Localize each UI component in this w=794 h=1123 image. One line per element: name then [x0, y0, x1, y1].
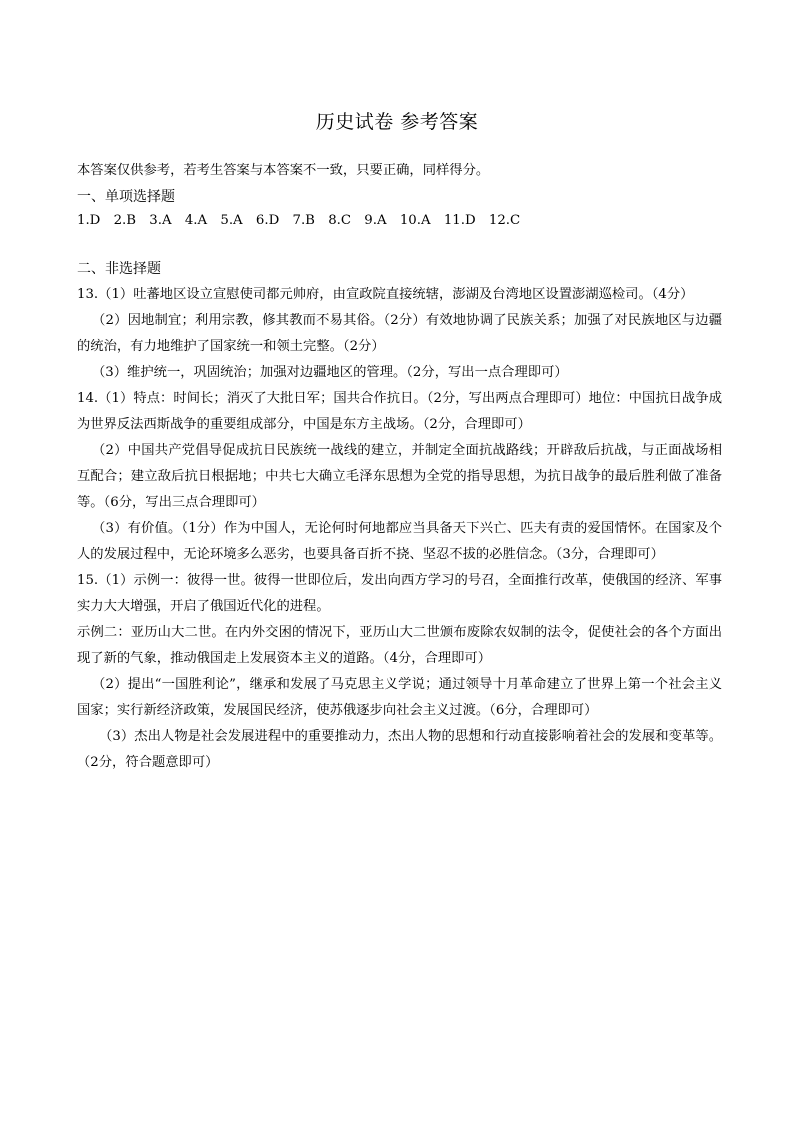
q15-part1-example2: 示例二：亚历山大二世。在内外交困的情况下，亚历山大二世颁布废除农奴制的法令，促使社会的各个方面出现了新的气象，推动俄国走上发展资本主义的道路。（4分，合理即可）: [77, 625, 722, 666]
answer-item: 7.B: [292, 213, 315, 228]
q14-part3: （3）有价值。（1分）作为中国人，无论何时何地都应当具备天下兴亡、匹夫有责的爱国情怀。在国家及个人的发展过程中，无论环境多么恶劣，也要具备百折不挠、坚忍不拔的必胜信念。（3分，合理即可）: [77, 521, 722, 562]
q13-part1: 13.（1）吐蕃地区设立宣慰使司都元帅府，由宣政院直接统辖，澎湖及台湾地区设置澎湖巡检司。（4分）: [77, 287, 694, 302]
q14-part2: （2）中国共产党倡导促成抗日民族统一战线的建立，并制定全面抗战路线；开辟敌后抗战，与正面战场相互配合；建立敌后抗日根据地；中共七大确立毛泽东思想为全党的指导思想，为抗日战争的最后胜利做了准备等。（6分，写出三点合理即可）: [77, 443, 722, 510]
q15-part2: （2）提出“一国胜利论”，继承和发展了马克思主义学说；通过领导十月革命建立了世界上第一个社会主义国家；实行新经济政策，发展国民经济，使苏俄逐步向社会主义过渡。（6分，合理即可）: [77, 677, 722, 718]
answer-item: 6.D: [255, 213, 280, 228]
section2-heading: 二、非选择题: [77, 261, 161, 277]
section-spacer: [77, 234, 722, 256]
answer-content: [77, 158, 722, 776]
q13-part2: （2）因地制宜；利用宗教，修其教而不易其俗。（2分）有效地协调了民族关系；加强了对民族地区与边疆的统治，有力地维护了国家统一和领土完整。（2分）: [77, 313, 722, 354]
q13-part3: （3）维护统一，巩固统治；加强对边疆地区的管理。（2分，写出一点合理即可）: [92, 365, 568, 380]
answer-item: 3.A: [149, 213, 172, 228]
answer-item: 5.A: [220, 213, 243, 228]
multiple-choice-answers: [77, 208, 722, 234]
q15-part3: （3）杰出人物是社会发展进程中的重要推动力，杰出人物的思想和行动直接影响着社会的发展和变革等。（2分，符合题意即可）: [77, 729, 722, 770]
page-title: 历史试卷 参考答案: [315, 111, 479, 133]
section1-heading: 一、单项选择题: [77, 189, 175, 205]
answer-item: 8.C: [328, 213, 352, 228]
answer-item: 9.A: [364, 213, 387, 228]
answer-item: 11.D: [443, 213, 476, 228]
scoring-note: 本答案仅供参考，若考生答案与本答案不一致，只要正确，同样得分。: [77, 163, 490, 178]
q14-part1: 14.（1）特点：时间长；消灭了大批日军；国共合作抗日。（2分，写出两点合理即可）地位：中国抗日战争成为世界反法西斯战争的重要组成部分，中国是东方主战场。（2分，合理即可）: [77, 391, 722, 432]
answer-item: 4.A: [184, 213, 208, 228]
answer-item: 10.A: [399, 213, 431, 228]
q15-part1-example1: 15.（1）示例一：彼得一世。彼得一世即位后，发出向西方学习的号召，全面推行改革，使俄国的经济、军事实力大大增强，开启了俄国近代化的进程。: [77, 573, 722, 614]
answer-item: 12.C: [488, 213, 521, 228]
answer-item: 1.D: [77, 213, 101, 228]
answer-item: 2.B: [113, 213, 137, 228]
